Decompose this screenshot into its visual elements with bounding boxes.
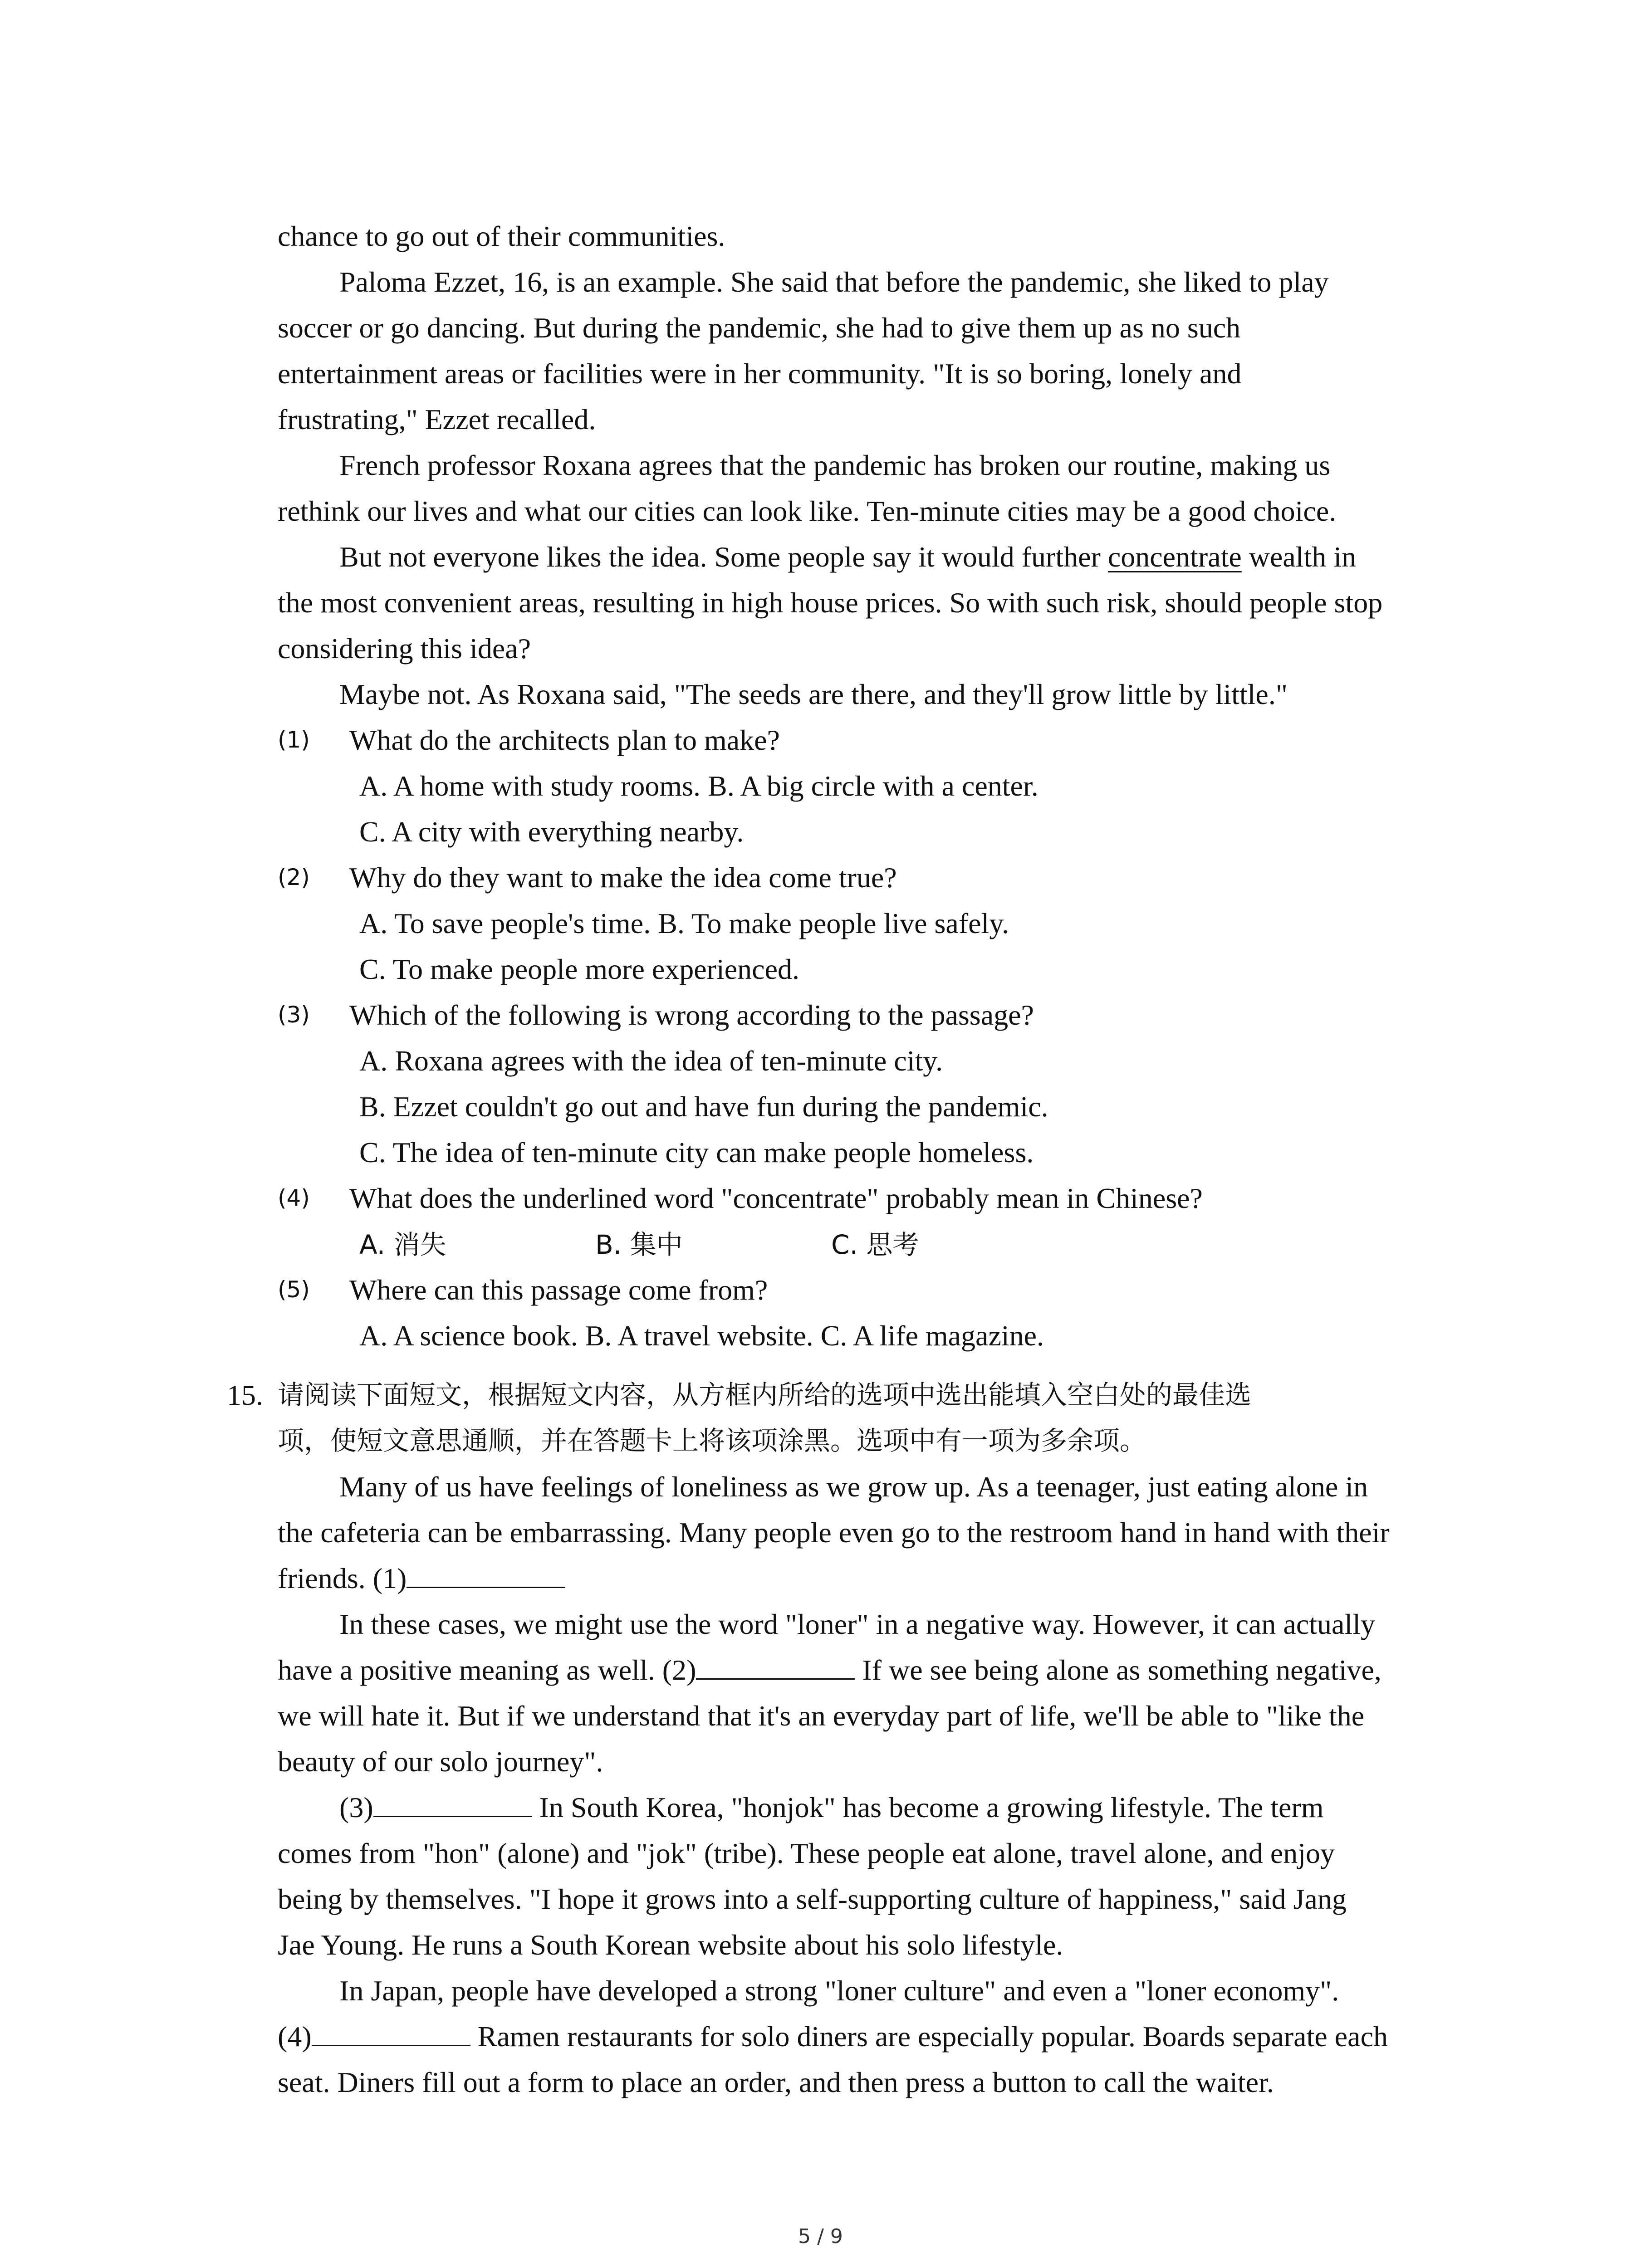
section-15 xyxy=(227,1372,1461,2105)
option-line[interactable]: B. Ezzet couldn't go out and have fun during the pandemic. xyxy=(359,1090,1048,1123)
question-number: (4) xyxy=(278,1185,310,1211)
section-15-instruction xyxy=(227,1372,1461,1418)
underlined-word: concentrate xyxy=(1107,541,1242,573)
question-text: What do the architects plan to make? xyxy=(349,724,780,756)
text-line: seat. Diners fill out a form to place an order, and then press a button to call the waiter. xyxy=(278,2066,1274,2098)
text-line: French professor Roxana agrees that the pandemic has broken our routine, making us xyxy=(339,449,1331,481)
page-number: 5 / 9 xyxy=(798,2225,843,2248)
text-segment: (3) xyxy=(339,1791,373,1823)
text-line: the cafeteria can be embarrassing. Many people even go to the restroom hand in hand with their xyxy=(278,1516,1390,1549)
text-segment: In South Korea, "honjok" has become a growing lifestyle. The term xyxy=(532,1791,1324,1823)
text-segment: Ramen restaurants for solo diners are especially popular. Boards separate each xyxy=(470,2020,1388,2053)
text-segment: If we see being alone as something negative, xyxy=(855,1654,1381,1686)
text-segment: have a positive meaning as well. (2) xyxy=(278,1654,696,1686)
question-text: Where can this passage come from? xyxy=(349,1274,768,1306)
question-number: (5) xyxy=(278,1276,310,1303)
option-c[interactable]: C. 思考 xyxy=(831,1229,919,1260)
question-5 xyxy=(278,1267,1457,1313)
answer-blank-1[interactable] xyxy=(407,1559,565,1588)
answer-blank-3[interactable] xyxy=(373,1789,532,1817)
text-line-blank-3 xyxy=(278,1784,1461,1830)
text-line-concentrate xyxy=(278,534,1457,580)
text-line: rethink our lives and what our cities can look like. Ten-minute cities may be a good choice. xyxy=(278,495,1337,527)
text-segment: But not everyone likes the idea. Some people say it would further xyxy=(339,541,1108,573)
question-3 xyxy=(278,992,1457,1038)
instruction-text: 请阅读下面短文，根据短文内容，从方框内所给的选项中选出能填入空白处的最佳选 xyxy=(278,1379,1252,1410)
text-line-blank-4 xyxy=(278,2014,1461,2059)
question-number: 15. xyxy=(227,1379,263,1411)
text-line: Paloma Ezzet, 16, is an example. She said that before the pandemic, she liked to play xyxy=(339,266,1329,298)
text-line: entertainment areas or facilities were in her community. "It is so boring, lonely and xyxy=(278,357,1242,390)
question-2 xyxy=(278,855,1457,900)
text-line: In these cases, we might use the word "loner" in a negative way. However, it can actually xyxy=(339,1608,1375,1640)
question-number: (2) xyxy=(278,864,310,890)
text-line: considering this idea? xyxy=(278,632,531,665)
passage-14 xyxy=(278,213,1457,1359)
text-line: we will hate it. But if we understand that it's an everyday part of life, we'll be able to "like the xyxy=(278,1700,1365,1732)
question-number: (3) xyxy=(278,1002,310,1028)
text-line-blank-1 xyxy=(278,1555,1461,1601)
option-line[interactable]: A. A home with study rooms. B. A big circle with a center. xyxy=(359,770,1038,802)
option-line[interactable]: C. The idea of ten-minute city can make people homeless. xyxy=(359,1136,1034,1168)
text-segment: friends. (1) xyxy=(278,1562,407,1594)
text-line: chance to go out of their communities. xyxy=(278,220,725,252)
question-1 xyxy=(278,717,1457,763)
option-line[interactable]: A. A science book. B. A travel website. C. A life magazine. xyxy=(359,1320,1044,1352)
question-text: Which of the following is wrong according to the passage? xyxy=(349,999,1034,1031)
question-text: What does the underlined word "concentrate" probably mean in Chinese? xyxy=(349,1182,1203,1214)
text-line: frustrating," Ezzet recalled. xyxy=(278,403,596,435)
option-b[interactable]: B. 集中 xyxy=(595,1229,683,1260)
section-15-passage xyxy=(227,1464,1461,2105)
text-segment: wealth in xyxy=(1241,541,1357,573)
option-line[interactable]: C. A city with everything nearby. xyxy=(359,816,744,848)
question-number: (1) xyxy=(278,727,310,753)
text-line: comes from "hon" (alone) and "jok" (tribe). These people eat alone, travel alone, and enjoy xyxy=(278,1837,1335,1869)
text-line: Jae Young. He runs a South Korean website about his solo lifestyle. xyxy=(278,1929,1063,1961)
option-line[interactable]: A. Roxana agrees with the idea of ten-minute city. xyxy=(359,1045,943,1077)
text-line: Maybe not. As Roxana said, "The seeds are there, and they'll grow little by little." xyxy=(339,678,1288,710)
text-line: In Japan, people have developed a strong "loner culture" and even a "loner economy". xyxy=(339,1975,1339,2007)
option-a[interactable]: A. 消失 xyxy=(359,1229,446,1260)
instruction-text: 项，使短文意思通顺，并在答题卡上将该项涂黑。选项中有一项为多余项。 xyxy=(278,1425,1146,1456)
option-line[interactable]: C. To make people more experienced. xyxy=(359,953,799,985)
answer-blank-2[interactable] xyxy=(696,1651,855,1680)
text-line: being by themselves. "I hope it grows into a self-supporting culture of happiness," said Jang xyxy=(278,1883,1347,1915)
text-line: Many of us have feelings of loneliness as we grow up. As a teenager, just eating alone in xyxy=(339,1471,1368,1503)
text-segment: (4) xyxy=(278,2020,312,2053)
text-line: soccer or go dancing. But during the pandemic, she had to give them up as no such xyxy=(278,312,1241,344)
question-text: Why do they want to make the idea come true? xyxy=(349,861,897,894)
option-line[interactable]: A. To save people's time. B. To make people live safely. xyxy=(359,907,1009,939)
question-4 xyxy=(278,1175,1457,1221)
option-line-cn xyxy=(278,1221,1457,1267)
text-line: the most convenient areas, resulting in high house prices. So with such risk, should people stop xyxy=(278,587,1383,619)
text-line-blank-2 xyxy=(278,1647,1461,1693)
answer-blank-4[interactable] xyxy=(312,2018,470,2046)
text-line: beauty of our solo journey". xyxy=(278,1745,603,1778)
